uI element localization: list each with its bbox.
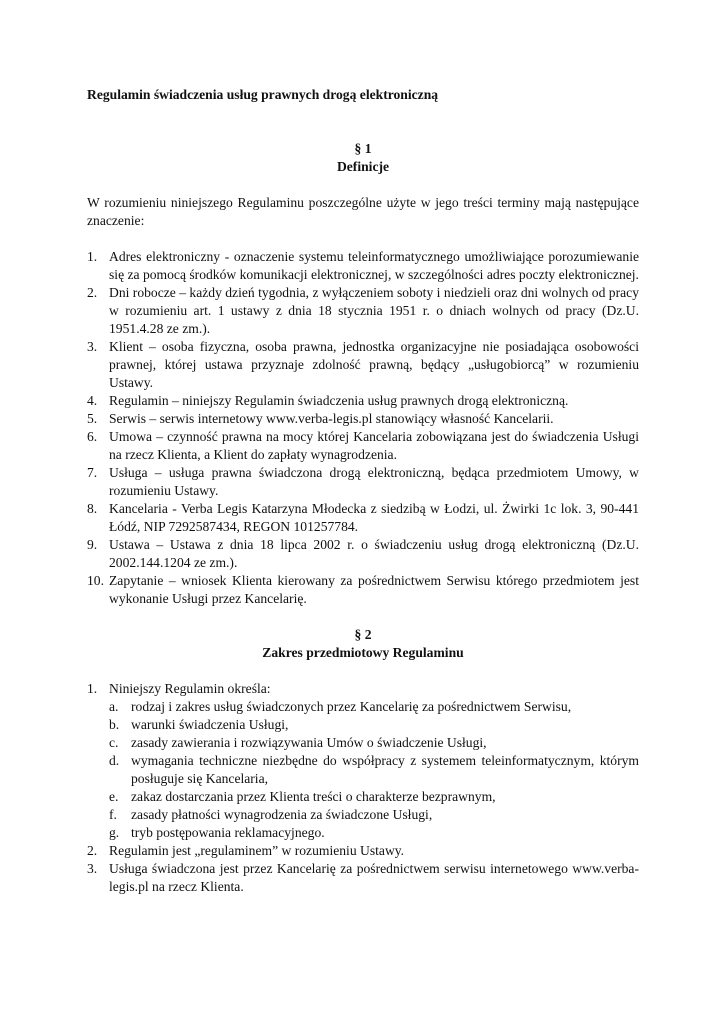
list-item-text: Kancelaria - Verba Legis Katarzyna Młodecka z siedzibą w Łodzi, ul. Żwirki 1c lok. 3, 90-441 Łódź, NIP 7292587434, REGON 101257784. bbox=[109, 501, 639, 534]
list-item-text: Usługa świadczona jest przez Kancelarię za pośrednictwem serwisu internetowego www.verba-legis.pl na rzecz Klienta. bbox=[109, 861, 639, 894]
sublist-item-letter: f. bbox=[109, 807, 117, 822]
list-item-text: Dni robocze – każdy dzień tygodnia, z wyłączeniem soboty i niedzieli oraz dni wolnych od pracy w rozumieniu art. 1 ustawy z dnia 18 stycznia 1951 r. o dniach wolnych od pracy (Dz.U. 1951.4.28 ze zm.). bbox=[109, 285, 639, 336]
sublist-item-letter: b. bbox=[109, 717, 120, 732]
sublist-item-text: tryb postępowania reklamacyjnego. bbox=[131, 825, 325, 840]
list-item-number: 2. bbox=[87, 285, 98, 300]
sublist-item-letter: a. bbox=[109, 699, 119, 714]
sublist-item bbox=[109, 752, 639, 788]
list-item-text: Umowa – czynność prawna na mocy której Kancelaria zobowiązana jest do świadczenia Usługi na rzecz Klienta, a Klient do zapłaty wynagrodzenia. bbox=[109, 429, 639, 462]
section-1-number: § 1 bbox=[354, 141, 372, 156]
sublist-item-letter: d. bbox=[109, 753, 120, 768]
list-item-number: 7. bbox=[87, 465, 98, 480]
list-item bbox=[87, 428, 639, 464]
list-item bbox=[87, 536, 639, 572]
list-item-text: Serwis – serwis internetowy www.verba-legis.pl stanowiący własność Kancelarii. bbox=[109, 411, 554, 426]
list-item-text: Regulamin jest „regulaminem” w rozumieniu Ustawy. bbox=[109, 843, 405, 858]
list-item-number: 9. bbox=[87, 537, 98, 552]
list-item-number: 6. bbox=[87, 429, 98, 444]
list-item bbox=[87, 338, 639, 392]
list-item bbox=[87, 284, 639, 338]
list-item-text: Klient – osoba fizyczna, osoba prawna, jednostka organizacyjne nie posiadająca osobowości prawnej, której ustawa przyznaje zdolność prawną, będący „usługobiorcą” w rozumieniu Ustawy. bbox=[109, 339, 639, 390]
definitions-list bbox=[87, 248, 639, 608]
document-title: Regulamin świadczenia usług prawnych drogą elektroniczną bbox=[87, 87, 439, 102]
list-item bbox=[87, 410, 639, 428]
list-item bbox=[87, 464, 639, 500]
list-item bbox=[87, 392, 639, 410]
list-item-number: 3. bbox=[87, 339, 98, 354]
sublist-item-text: zakaz dostarczania przez Klienta treści o charakterze bezprawnym, bbox=[131, 789, 496, 804]
sublist-item-text: zasady zawierania i rozwiązywania Umów o świadczenie Usługi, bbox=[131, 735, 487, 750]
list-item bbox=[87, 860, 639, 896]
sublist-item-text: warunki świadczenia Usługi, bbox=[131, 717, 289, 732]
list-item bbox=[87, 500, 639, 536]
sublist-item-letter: g. bbox=[109, 825, 120, 840]
list-item-text: Usługa – usługa prawna świadczona drogą elektroniczną, będąca przedmiotem Umowy, w rozumieniu Ustawy. bbox=[109, 465, 639, 498]
list-item-text: Ustawa – Ustawa z dnia 18 lipca 2002 r. o świadczeniu usług drogą elektroniczną (Dz.U. 2002.144.1204 ze zm.). bbox=[109, 537, 639, 570]
list-item-number: 8. bbox=[87, 501, 98, 516]
list-item bbox=[87, 572, 639, 608]
list-item-number: 5. bbox=[87, 411, 98, 426]
sublist-item-text: zasady płatności wynagrodzenia za świadczone Usługi, bbox=[131, 807, 433, 822]
list-item-text: Niniejszy Regulamin określa: bbox=[109, 681, 271, 696]
scope-sublist bbox=[109, 698, 639, 842]
sublist-item-letter: e. bbox=[109, 789, 119, 804]
sublist-item bbox=[109, 698, 639, 716]
list-item-number: 1. bbox=[87, 681, 98, 696]
list-item-number: 10. bbox=[87, 573, 104, 588]
document-body bbox=[87, 86, 639, 896]
section-1-intro: W rozumieniu niniejszego Regulaminu poszczególne użyte w jego treści terminy mają następujące znaczenie: bbox=[87, 195, 639, 228]
sublist-item bbox=[109, 788, 639, 806]
section-2-number: § 2 bbox=[354, 627, 372, 642]
sublist-item bbox=[109, 716, 639, 734]
list-item-number: 2. bbox=[87, 843, 98, 858]
list-item bbox=[87, 248, 639, 284]
list-item-text: Adres elektroniczny - oznaczenie systemu teleinformatycznego umożliwiające porozumiewanie się za pomocą środków komunikacji elektronicznej, w szczególności adres poczty elektronicznej. bbox=[109, 249, 639, 282]
list-item bbox=[87, 680, 639, 842]
section-spacer bbox=[87, 608, 639, 626]
list-item-number: 3. bbox=[87, 861, 98, 876]
sublist-item-text: rodzaj i zakres usług świadczonych przez Kancelarię za pośrednictwem Serwisu, bbox=[131, 699, 572, 714]
list-item-number: 1. bbox=[87, 249, 98, 264]
sublist-item-letter: c. bbox=[109, 735, 119, 750]
list-item-text: Zapytanie – wniosek Klienta kierowany za pośrednictwem Serwisu którego przedmiotem jest wykonanie Usługi przez Kancelarię. bbox=[109, 573, 639, 606]
scope-list bbox=[87, 680, 639, 896]
sublist-item bbox=[109, 824, 639, 842]
list-item bbox=[87, 842, 639, 860]
sublist-item-text: wymagania techniczne niezbędne do współpracy z systemem teleinformatycznym, którym posługuje się Kancelaria, bbox=[131, 753, 639, 786]
list-item-number: 4. bbox=[87, 393, 98, 408]
section-2-heading: Zakres przedmiotowy Regulaminu bbox=[262, 645, 464, 660]
sublist-item bbox=[109, 806, 639, 824]
list-item-text: Regulamin – niniejszy Regulamin świadczenia usług prawnych drogą elektroniczną. bbox=[109, 393, 569, 408]
sublist-item bbox=[109, 734, 639, 752]
section-1-heading: Definicje bbox=[336, 159, 390, 174]
